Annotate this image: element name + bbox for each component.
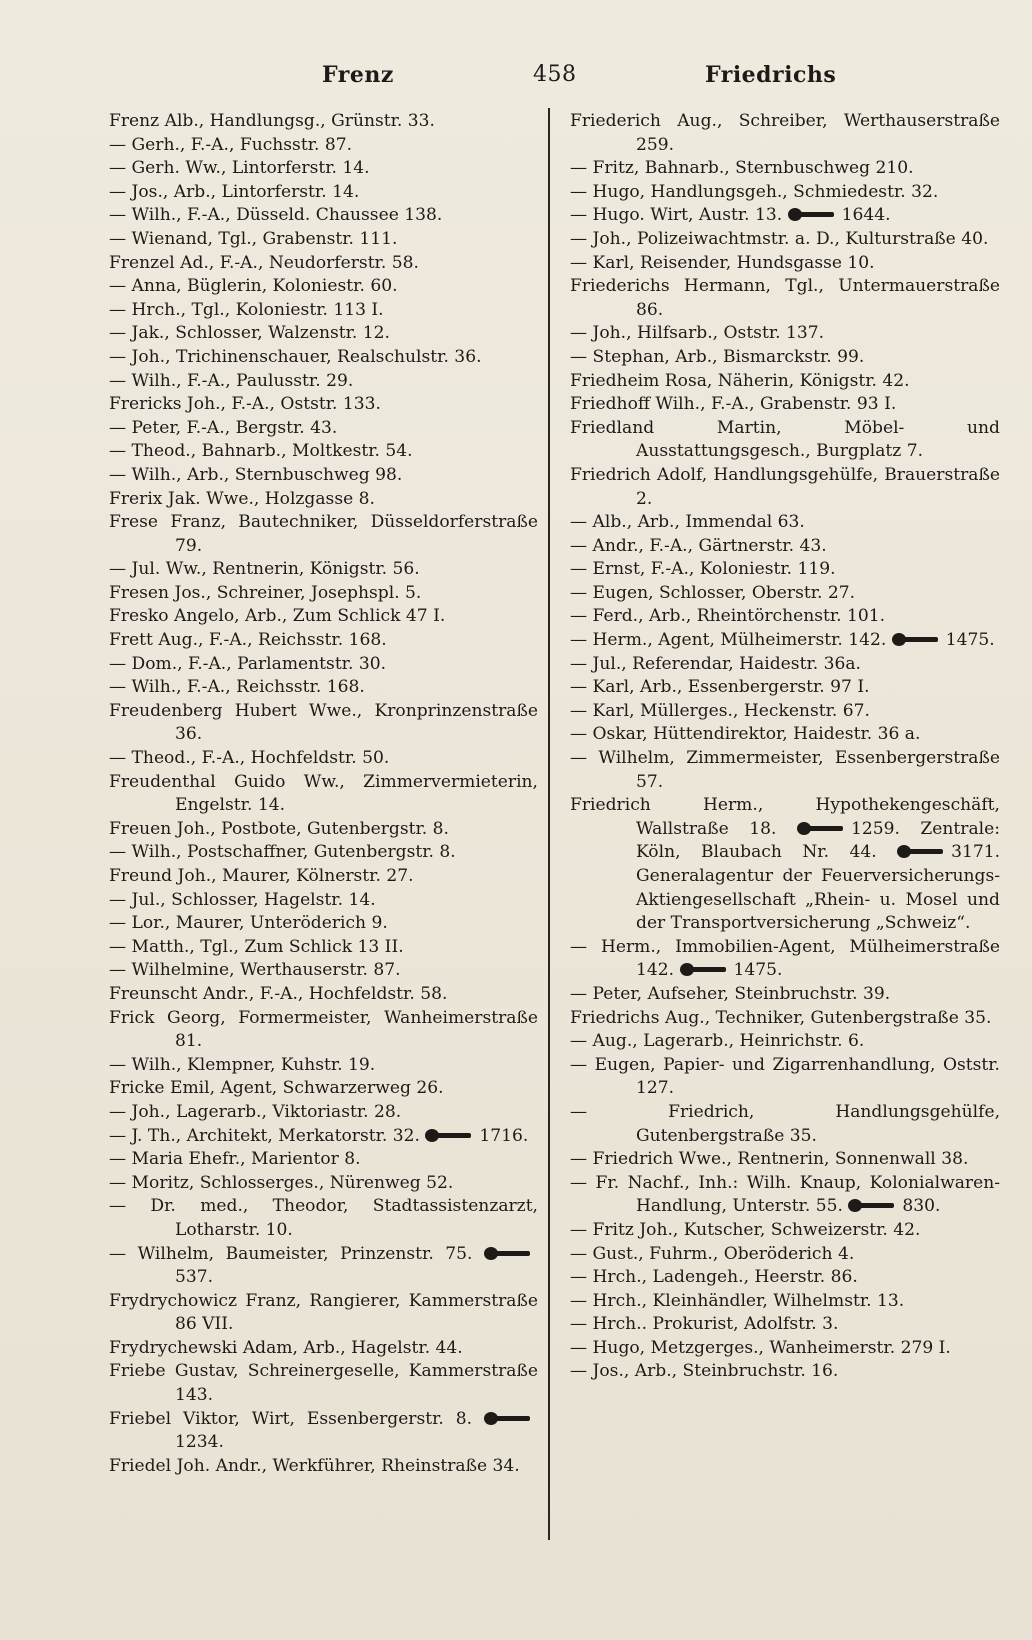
directory-entry: Friedhoff Wilh., F.-A., Grabenstr. 93 I. [570, 394, 897, 415]
directory-entry: — Karl, Arb., Essenbergerstr. 97 I. [570, 677, 870, 698]
directory-entry: — Jak., Schlosser, Walzenstr. 12. [109, 323, 390, 344]
directory-entry: — Gerh., F.-A., Fuchsstr. 87. [109, 134, 353, 155]
directory-entry: — Eugen, Schlosser, Oberstr. 27. [570, 582, 856, 603]
directory-entry: — Maria Ehefr., Marientor 8. [109, 1149, 361, 1170]
directory-entry: Freuen Joh., Postbote, Gutenbergstr. 8. [109, 818, 449, 839]
directory-entry: Freudenthal Guido Ww., Zimmervermieterin, Engelstr. 14. [109, 771, 538, 816]
directory-entry: — Hrch.. Prokurist, Adolfstr. 3. [570, 1314, 839, 1335]
directory-entry: Friedrich Adolf, Handlungsgehülfe, Brauerstraße 2. [570, 464, 1000, 509]
directory-entry: — Jul. Ww., Rentnerin, Königstr. 56. [109, 559, 420, 580]
directory-entry: Frydrychewski Adam, Arb., Hagelstr. 44. [109, 1337, 463, 1358]
directory-entry: — Wilh., Klempner, Kuhstr. 19. [109, 1054, 376, 1075]
directory-entry: — Anna, Büglerin, Koloniestr. 60. [109, 276, 398, 297]
directory-entry: — Fritz Joh., Kutscher, Schweizerstr. 42. [570, 1219, 921, 1240]
directory-entry: Friederich Aug., Schreiber, Werthauserstraße 259. [570, 111, 1000, 155]
directory-entry: — Dom., F.-A., Parlamentstr. 30. [109, 653, 387, 674]
directory-entry: — Joh., Polizeiwachtmstr. a. D., Kulturstraße 40. [570, 228, 989, 249]
directory-entry: Freunscht Andr., F.-A., Hochfeldstr. 58. [109, 983, 448, 1004]
directory-entry: — Karl, Reisender, Hundsgasse 10. [570, 252, 875, 273]
directory-entry: — Stephan, Arb., Bismarckstr. 99. [570, 346, 865, 367]
directory-entry: — Aug., Lagerarb., Heinrichstr. 6. [570, 1031, 865, 1052]
telephone-icon [680, 963, 728, 976]
directory-entry: — Lor., Maurer, Unteröderich 9. [109, 913, 388, 934]
telephone-icon [848, 1199, 896, 1212]
directory-entry: — Friedrich Wwe., Rentnerin, Sonnenwall 38. [570, 1149, 969, 1170]
directory-entry: — Joh., Hilfsarb., Oststr. 137. [570, 323, 825, 344]
directory-entry: — Gerh. Ww., Lintorferstr. 14. [109, 158, 370, 179]
directory-entry: — Peter, F.-A., Bergstr. 43. [109, 417, 338, 438]
directory-entry: — Theod., F.-A., Hochfeldstr. 50. [109, 748, 390, 769]
right-column [570, 110, 1000, 1384]
directory-entry: — Wilhelmine, Werthauserstr. 87. [109, 960, 401, 981]
directory-entry: Friedrichs Aug., Techniker, Gutenbergstraße 35. [570, 1007, 992, 1028]
directory-entry: — Wienand, Tgl., Grabenstr. 111. [109, 228, 398, 249]
directory-entry: — Wilh., Postschaffner, Gutenbergstr. 8. [109, 842, 456, 863]
running-head-left: Frenz [322, 62, 394, 88]
directory-entry: — Joh., Lagerarb., Viktoriastr. 28. [109, 1101, 402, 1122]
directory-entry: — Herm., Agent, Mülheimerstr. 142. 1475. [570, 630, 995, 651]
directory-entry: — Peter, Aufseher, Steinbruchstr. 39. [570, 983, 891, 1004]
telephone-icon [797, 822, 845, 835]
directory-entry: — Joh., Trichinenschauer, Realschulstr. 36. [109, 346, 482, 367]
directory-entry: Frenz Alb., Handlungsg., Grünstr. 33. [109, 111, 435, 131]
directory-entry: — Dr. med., Theodor, Stadtassistenzarzt, Lotharstr. 10. [109, 1196, 538, 1240]
directory-entry: — Hugo. Wirt, Austr. 13. 1644. [570, 205, 891, 226]
directory-entry: — Jul., Referendar, Haidestr. 36a. [570, 653, 861, 674]
directory-entry: Frenzel Ad., F.-A., Neudorferstr. 58. [109, 252, 419, 273]
directory-entry: Friedheim Rosa, Näherin, Königstr. 42. [570, 370, 910, 391]
directory-entry: — Theod., Bahnarb., Moltkestr. 54. [109, 441, 413, 462]
page-number: 458 [533, 62, 577, 87]
column-divider [548, 108, 550, 1540]
telephone-icon [425, 1129, 473, 1142]
directory-entry: — Matth., Tgl., Zum Schlick 13 II. [109, 936, 404, 957]
directory-entry: Frerix Jak. Wwe., Holzgasse 8. [109, 488, 375, 509]
directory-entry: — Karl, Müllerges., Heckenstr. 67. [570, 700, 870, 721]
directory-entry: Freund Joh., Maurer, Kölnerstr. 27. [109, 866, 414, 886]
directory-entry: Frydrychowicz Franz, Rangierer, Kammerstraße 86 VII. [109, 1290, 538, 1335]
directory-entry: Friedel Joh. Andr., Werkführer, Rheinstraße 34. [109, 1455, 520, 1476]
directory-entry: — Wilh., F.-A., Paulusstr. 29. [109, 370, 354, 391]
directory-entry: — Fritz, Bahnarb., Sternbuschweg 210. [570, 158, 914, 179]
directory-entry: — Moritz, Schlosserges., Nürenweg 52. [109, 1172, 454, 1193]
telephone-icon [484, 1247, 532, 1260]
directory-entry: — Wilh., F.-A., Reichsstr. 168. [109, 677, 365, 698]
directory-entry: Friederichs Hermann, Tgl., Untermauerstraße 86. [570, 276, 1000, 320]
running-head-right: Friedrichs [705, 62, 837, 88]
directory-entry: — Hrch., Tgl., Koloniestr. 113 I. [109, 299, 384, 320]
directory-entry: — Wilh., F.-A., Düsseld. Chaussee 138. [109, 205, 443, 226]
telephone-icon [892, 633, 940, 646]
directory-entry: — Oskar, Hüttendirektor, Haidestr. 36 a. [570, 724, 921, 745]
telephone-icon [788, 208, 836, 221]
telephone-icon [484, 1412, 532, 1425]
directory-entry: Fresen Jos., Schreiner, Josephspl. 5. [109, 582, 422, 603]
left-column [109, 110, 538, 1478]
directory-entry: — Jul., Schlosser, Hagelstr. 14. [109, 889, 376, 910]
directory-entry: — Fr. Nachf., Inh.: Wilh. Knaup, Kolonialwaren-Handlung, Unterstr. 55. 830. [570, 1172, 1000, 1217]
directory-entry: Frese Franz, Bautechniker, Düsseldorferstraße 79. [109, 512, 538, 556]
directory-entry: — Jos., Arb., Steinbruchstr. 16. [570, 1361, 839, 1382]
directory-entry: — Alb., Arb., Immendal 63. [570, 512, 805, 533]
directory-entry: Friedland Martin, Möbel- und Ausstattungsgesch., Burgplatz 7. [570, 417, 1000, 462]
directory-entry: Friedrich Herm., Hypothekengeschäft, Wallstraße 18. 1259. Zentrale: Köln, Blaubach Nr. 44. 3171. Generalagentur der Feuerversicherungs-Aktiengesellschaft „Rhein- u. Mosel und der Transportversicherung „Schweiz“. [570, 795, 1000, 934]
directory-entry: — Friedrich, Handlungsgehülfe, Gutenbergstraße 35. [570, 1101, 1000, 1146]
directory-entry: — Eugen, Papier- und Zigarrenhandlung, Oststr. 127. [570, 1054, 1000, 1099]
directory-entry: — J. Th., Architekt, Merkatorstr. 32. 1716. [109, 1125, 529, 1146]
directory-entry: Frett Aug., F.-A., Reichsstr. 168. [109, 630, 387, 651]
telephone-icon [897, 845, 945, 858]
directory-entry: — Gust., Fuhrm., Oberöderich 4. [570, 1243, 855, 1264]
directory-entry: — Hrch., Kleinhändler, Wilhelmstr. 13. [570, 1290, 905, 1311]
directory-entry: — Herm., Immobilien-Agent, Mülheimerstraße 142. 1475. [570, 936, 1000, 981]
directory-entry: — Hugo, Handlungsgeh., Schmiedestr. 32. [570, 181, 939, 202]
directory-entry: Fricke Emil, Agent, Schwarzerweg 26. [109, 1078, 444, 1099]
directory-entry: Friebe Gustav, Schreinergeselle, Kammerstraße 143. [109, 1361, 538, 1406]
directory-entry: Frick Georg, Formermeister, Wanheimerstraße 81. [109, 1007, 538, 1052]
directory-entry: — Ernst, F.-A., Koloniestr. 119. [570, 559, 836, 580]
directory-entry: — Wilhelm, Zimmermeister, Essenbergerstraße 57. [570, 748, 1000, 792]
directory-entry: — Wilh., Arb., Sternbuschweg 98. [109, 464, 403, 485]
directory-entry: Freudenberg Hubert Wwe., Kronprinzenstraße 36. [109, 700, 538, 745]
directory-entry: — Ferd., Arb., Rheintörchenstr. 101. [570, 606, 886, 627]
directory-entry: — Wilhelm, Baumeister, Prinzenstr. 75. 537. [109, 1243, 538, 1290]
directory-entry: — Hrch., Ladengeh., Heerstr. 86. [570, 1267, 858, 1288]
directory-entry: Friebel Viktor, Wirt, Essenbergerstr. 8. 1234. [109, 1408, 538, 1455]
directory-entry: — Andr., F.-A., Gärtnerstr. 43. [570, 535, 827, 556]
directory-entry: — Hugo, Metzgerges., Wanheimerstr. 279 I. [570, 1337, 951, 1358]
directory-entry: Frericks Joh., F.-A., Oststr. 133. [109, 394, 381, 415]
directory-entry: Fresko Angelo, Arb., Zum Schlick 47 I. [109, 606, 446, 627]
directory-entry: — Jos., Arb., Lintorferstr. 14. [109, 181, 360, 202]
